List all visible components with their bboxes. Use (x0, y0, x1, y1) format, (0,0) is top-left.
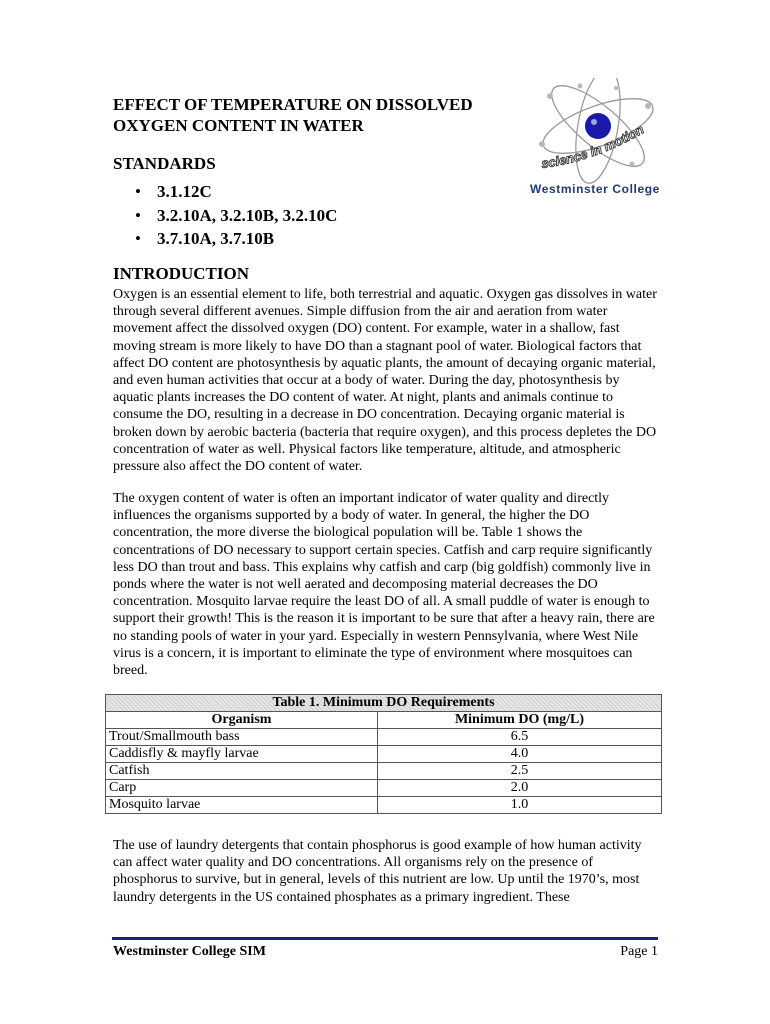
document-title (113, 94, 533, 136)
table-row (106, 746, 662, 763)
standard-item: 3.7.10A, 3.7.10B (157, 229, 275, 248)
organism-cell: Caddisfly & mayfly larvae (106, 746, 378, 763)
standard-item: 3.1.12C (157, 182, 212, 201)
title-line-2: OXYGEN CONTENT IN WATER (113, 116, 364, 135)
bullet-icon: • (135, 229, 141, 248)
intro-paragraph-1: Oxygen is an essential element to life, both terrestrial and aquatic. Oxygen gas dissolves in water through several different avenues. Simple diffusion from the air and aeration from water movement affect the dissolved oxygen (DO) content. For example, water in a shallow, fast moving stream is more likely to have DO than a stagnant pool of water. Biological factors that affect DO content are photosynthesis by aquatic plants, the amount of decaying organic material, and even human activities that occur at a body of water. During the day, photosynthesis by aquatic plants increases the DO content of water. At night, plants and animals continue to consume the DO, resulting in a decrease in DO concentration. Decaying organic material is broken down by aerobic bacteria (bacteria that require oxygen), and this process depletes the DO concentration of water as well. Physical factors like temperature, altitude, and atmospheric pressure also affect the DO content of water. (113, 287, 657, 475)
intro-paragraph-2: The oxygen content of water is often an important indicator of water quality and directly influences the organisms supported by a body of water. In general, the higher the DO concentration, the more diverse the biological population will be. Table 1 shows the concentrations of DO necessary to support certain species. Catfish and carp require significantly less DO than trout and bass. This explains why catfish and carp (big goldfish) commonly live in ponds where the water is not well aerated and decomposing material decreases the DO concentration. Mosquito larvae require the least DO of all. A small puddle of water is enough to support their growth! This is the reason it is important to be sure that after a heavy rain, there are no standing pools of water in your yard. Especially in western Pennsylvania, where West Nile virus is a concern, it is important to eliminate the type of environment where mosquitoes can breed. (113, 491, 655, 679)
organism-cell: Catfish (106, 763, 378, 780)
table-row (106, 797, 662, 814)
table-caption: Table 1. Minimum DO Requirements (106, 695, 662, 712)
footer-divider (112, 937, 658, 940)
table-row (106, 729, 662, 746)
intro-paragraph-3: The use of laundry detergents that contain phosphorus is good example of how human activity can affect water quality and DO concentrations. All organisms rely on the presence of phosphorus to survive, but in general, levels of this nutrient are low. Up until the 1970’s, most laundry detergents in the US contained phosphates as a primary ingredient. These (113, 838, 642, 905)
title-line-1: EFFECT OF TEMPERATURE ON DISSOLVED (113, 95, 473, 114)
bullet-icon: • (135, 205, 141, 225)
column-header-organism: Organism (106, 712, 378, 729)
do-value-cell: 1.0 (378, 797, 662, 814)
bullet-icon: • (135, 182, 141, 201)
organism-cell: Carp (106, 780, 378, 797)
do-value-cell: 2.5 (378, 763, 662, 780)
list-item (113, 227, 337, 251)
table-caption-row (106, 695, 662, 712)
table-row (106, 763, 662, 780)
footer-organization: Westminster College SIM (113, 944, 266, 959)
organism-cell: Trout/Smallmouth bass (106, 729, 378, 746)
do-value-cell: 4.0 (378, 746, 662, 763)
list-item (113, 204, 337, 228)
standards-list (113, 180, 337, 251)
minimum-do-table (105, 694, 662, 814)
list-item (113, 180, 337, 204)
do-value-cell: 2.0 (378, 780, 662, 797)
column-header-minimum-do: Minimum DO (mg/L) (378, 712, 662, 729)
standards-heading: STANDARDS (113, 154, 216, 173)
standard-item: 3.2.10A, 3.2.10B, 3.2.10C (157, 205, 338, 225)
organism-cell: Mosquito larvae (106, 797, 378, 814)
table-row (106, 780, 662, 797)
do-value-cell: 6.5 (378, 729, 662, 746)
page-number: Page 1 (620, 944, 658, 959)
introduction-heading: INTRODUCTION (113, 264, 250, 283)
logo-caption: Westminster College (530, 182, 660, 196)
table-header-row (106, 712, 662, 729)
logo-arc-text: science in motion (540, 121, 647, 172)
